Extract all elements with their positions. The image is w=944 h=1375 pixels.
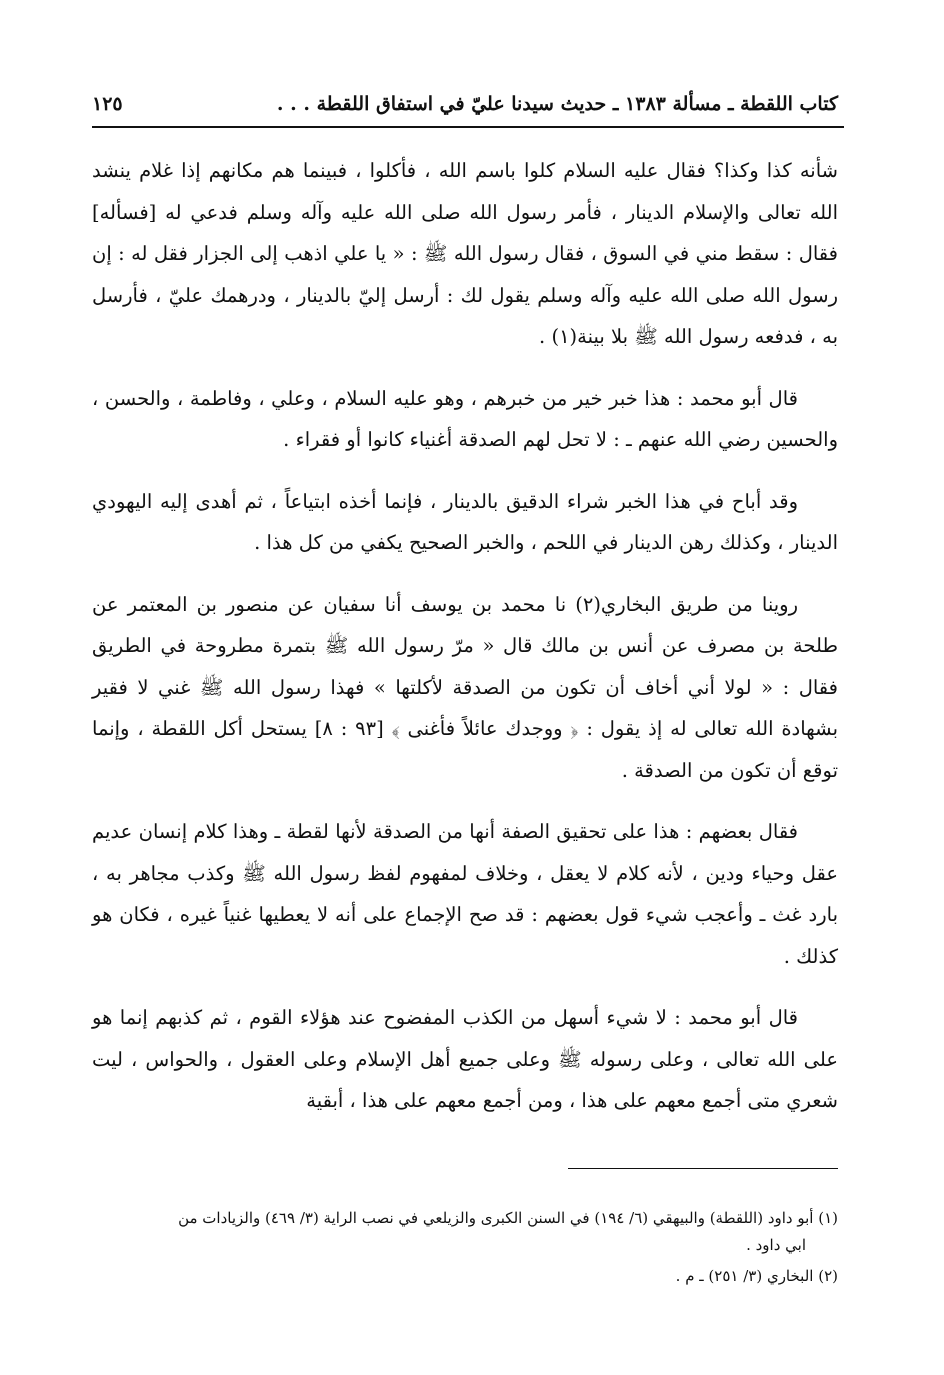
paragraph-5: فقال بعضهم : هذا على تحقيق الصفة أنها من الصدقة لأنها لقطة ـ وهذا كلام إنسان عديم عقل وحياء ودين ، لأنه كلام لا يعقل ، وخلاف لمفهوم لفظ رسول الله ﷺ وكذب مجاهر به ، بارد غث ـ وأعجب شيء قول بعضهم : قد صح الإجماع على أنه لا يعطيها غنياً غيره ، فكان هو كذلك .	[92, 820, 838, 968]
body-text	[92, 150, 838, 1142]
paragraph-3: وقد أباح في هذا الخبر شراء الدقيق بالدينار ، فإنما أخذه ابتياعاً ، ثم أهدى إليه اليهودي الدينار ، وكذلك رهن الدينار في اللحم ، والخبر الصحيح يكفي من كل هذا .	[92, 489, 838, 554]
footnotes	[92, 1205, 838, 1294]
paragraph-1: شأنه كذا وكذا؟ فقال عليه السلام كلوا باسم الله ، فأكلوا ، فبينما هم مكانهم إذا غلام ينشد الله تعالى والإسلام الدينار ، فأمر رسول الله صلى الله عليه وآله وسلم فدعي له [فسأله] فقال : سقط مني في السوق ، فقال رسول الله ﷺ : « يا علي اذهب إلى الجزار فقل له : إن رسول الله صلى الله عليه وآله وسلم يقول لك : أرسل إليّ بالدينار ، ودرهمك عليّ ، فأرسل به ، فدفعه رسول الله ﷺ بلا بينة(١) .	[92, 159, 838, 348]
page-number: ١٢٥	[92, 93, 123, 115]
footnote-2	[92, 1263, 838, 1290]
running-head	[92, 84, 838, 124]
paragraph-6: قال أبو محمد : لا شيء أسهل من الكذب المفضوح عند هؤلاء القوم ، ثم كذبهم إنما هو على الله تعالى ، وعلى رسوله ﷺ وعلى جميع أهل الإسلام وعلى العقول ، والحواس ، ليت شعري متى أجمع معهم على هذا ، ومن أجمع معهم على هذا ، أبقية	[92, 1006, 838, 1112]
paragraph-4: روينا من طريق البخاري(٢) نا محمد بن يوسف أنا سفيان عن منصور بن المعتمر عن طلحة بن مصرف عن أنس بن مالك قال « مرّ رسول الله ﷺ بتمرة مطروحة في الطريق فقال : « لولا أني أخاف أن تكون من الصدقة لأكلتها » فهذا رسول الله ﷺ غني لا فقير بشهادة الله تعالى له إذ يقول : ﴿ ووجدك عائلاً فأغنى ﴾ [٩٣ : ٨] يستحل أكل اللقطة ، وإنما توقع أن تكون من الصدقة .	[92, 592, 838, 782]
footnote-rule	[568, 1168, 838, 1169]
header-rule	[92, 126, 844, 128]
footnote-1-text: (١) أبو داود (اللقطة) والبيهقي (٦/ ١٩٤) في السنن الكبرى والزيلعي في نصب الراية (٣/ ٤٦٩) والزيادات من	[178, 1209, 838, 1227]
paragraph-2: قال أبو محمد : هذا خبر خير من خبرهم ، وهو عليه السلام ، وعلي ، وفاطمة ، والحسن ، والحسين رضي الله عنهم ـ : لا تحل لهم الصدقة أغنياء كانوا أو فقراء .	[92, 386, 838, 451]
footnote-1-continuation: ابي داود .	[746, 1236, 806, 1254]
footnote-2-text: (٢) البخاري (٣/ ٢٥١) ـ م .	[675, 1267, 838, 1285]
running-title: كتاب اللقطة ـ مسألة ١٣٨٣ ـ حديث سيدنا عليّ في استفاق اللقطة . . .	[276, 93, 838, 115]
footnote-1	[92, 1205, 838, 1259]
